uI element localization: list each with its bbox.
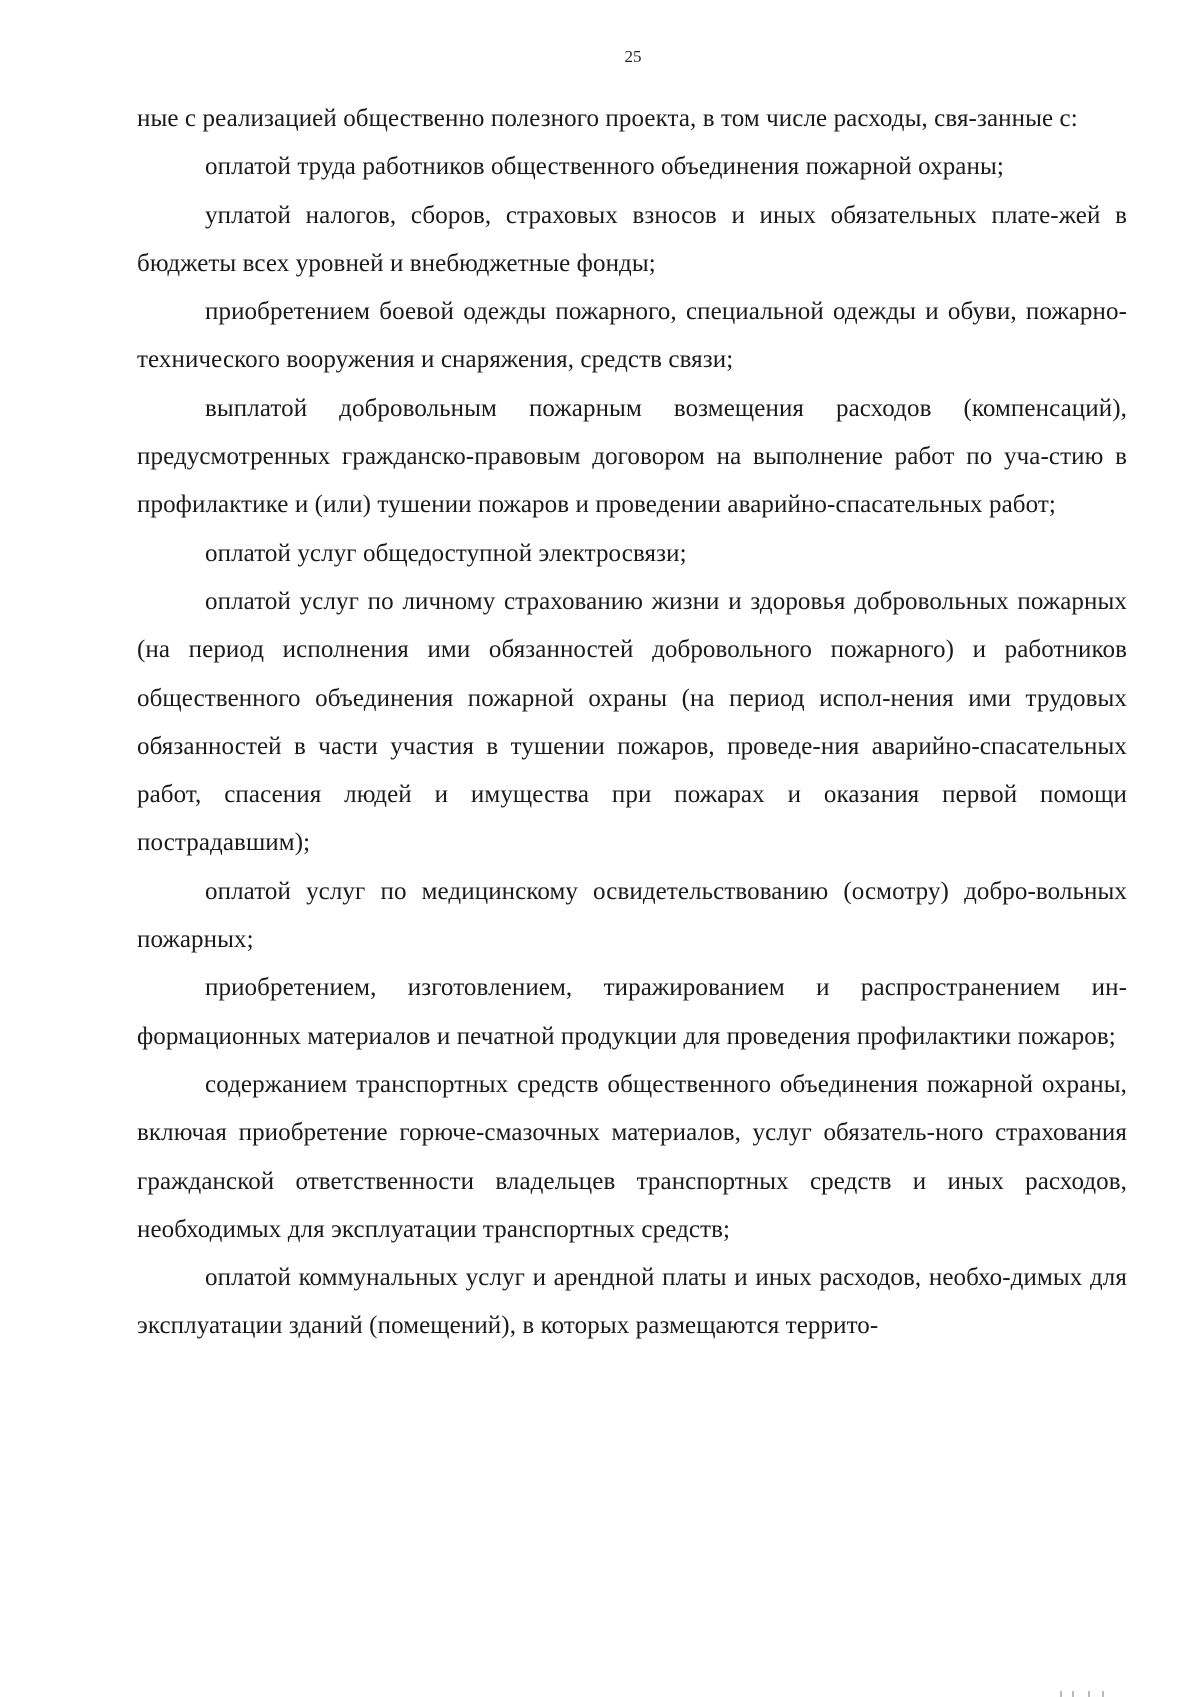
paragraph-item: приобретением, изготовлением, тиражированием и распространением ин-формационных материалов и печатной продукции для проведения профилактики пожаров; [137,974,1127,1050]
paragraph-item: оплатой услуг по медицинскому освидетельствованию (осмотру) добро-вольных пожарных; [137,877,1127,954]
scan-edge-mark [1060,1691,1104,1697]
paragraph-item: приобретением боевой одежды пожарного, специальной одежды и обуви, пожарно-технического вооружения и снаряжения, средств связи; [137,298,1127,374]
page-number: 25 [624,47,642,66]
paragraph-item: оплатой труда работников общественного объединения пожарной охраны; [205,153,1004,181]
body-text [137,95,1127,1351]
paragraph-continuation: ные с реализацией общественно полезного проекта, в том числе расходы, свя-занные с: [137,105,1078,132]
paragraph-item: оплатой коммунальных услуг и арендной платы и иных расходов, необхо-димых для эксплуатации зданий (помещений), в которых размещаются террито- [137,1264,1127,1340]
paragraph-item: содержанием транспортных средств общественного объединения пожарной охраны, включая приобретение горюче-смазочных материалов, услуг обязатель-ного страхования гражданской ответственности владельцев транспортных средств и иных расходов, необходимых для эксплуатации транспортных средств; [137,1070,1127,1243]
paragraph-item: оплатой услуг общедоступной электросвязи; [205,539,687,567]
paragraph-item: оплатой услуг по личному страхованию жизни и здоровья добровольных пожарных (на период исполнения ими обязанностей добровольного пожарного) и работников общественного объединения пожарной охраны (на период испол-нения ими трудовых обязанностей в части участия в тушении пожаров, проведе-ния аварийно-спасательных работ, спасения людей и имущества при пожарах и оказания первой помощи пострадавшим); [137,587,1127,857]
paragraph-item: выплатой добровольным пожарным возмещения расходов (компенсаций), предусмотренных гражданско-правовым договором на выполнение работ по уча-стию в профилактике и (или) тушении пожаров и проведении аварийно-спасательных работ; [137,394,1127,519]
paragraph-item: уплатой налогов, сборов, страховых взносов и иных обязательных плате-жей в бюджеты всех уровней и внебюджетные фонды; [137,201,1127,277]
